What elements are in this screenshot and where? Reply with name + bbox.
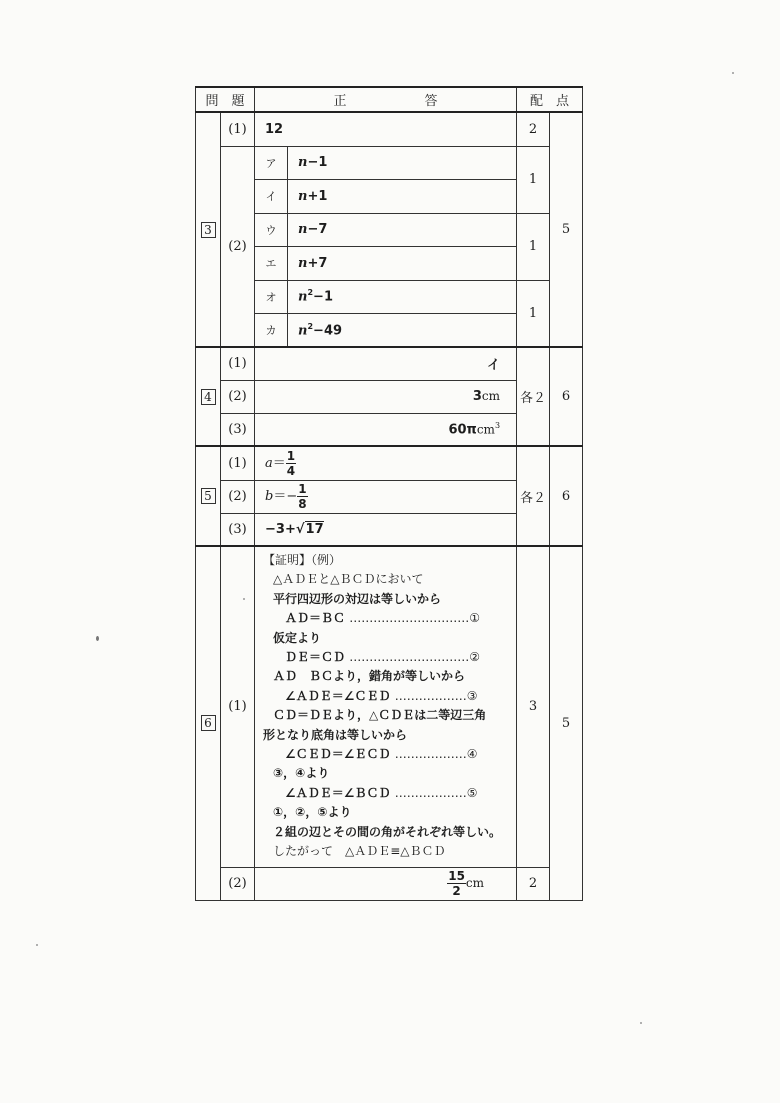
q5-p1-answer: a＝ $\frac{1}{4}$ <box>255 446 517 480</box>
q4-p1-answer: イ <box>255 347 517 380</box>
scan-speck <box>732 72 734 74</box>
q5-p1-fraction: $\frac{1}{4}$ <box>286 448 296 478</box>
proof-line-1: △ＡＤＥと△ＢＣＤにおいて <box>273 572 424 587</box>
q4-row-1 <box>196 347 583 380</box>
q3-row-a <box>196 146 583 179</box>
proof-line-9: 形となり底角は等しいから <box>263 727 408 742</box>
proof-line-12: ∠ＡＤＥ＝∠ＢＣＤ ………………⑤ <box>285 785 478 800</box>
proof-line-8: ＣＤ＝ＤＥより，△ＣＤＥは二等辺三角 <box>273 708 487 723</box>
proof-line-2: 平行四辺形の対辺は等しいから <box>273 591 442 606</box>
proof-line-14: ２組の辺とその間の角がそれぞれ等しい。 <box>273 824 502 839</box>
q4-score: 各２ <box>517 347 550 446</box>
q3-p2-label: (2) <box>221 146 255 347</box>
proof-line-10: ∠ＣＥＤ＝∠ＥＣＤ ………………④ <box>285 747 478 762</box>
proof-line-15: したがって △ＡＤＥ≡△ＢＣＤ <box>273 844 446 859</box>
proof-line-7: ∠ＡＤＥ＝∠ＣＥＤ ………………③ <box>285 688 478 703</box>
q5-p2-fraction: $\frac{1}{8}$ <box>298 482 307 511</box>
proof-line-11: ③，④より <box>273 766 330 781</box>
q5-score: 各２ <box>517 446 550 546</box>
answer-table <box>195 86 583 901</box>
answer-sheet <box>195 86 582 899</box>
scan-speck <box>640 1022 642 1024</box>
q5-p1-label: (1) <box>221 446 255 480</box>
q5-p3-label: (3) <box>221 513 255 546</box>
q3-kana-e: エ <box>255 246 288 280</box>
q3-p1-score: 2 <box>517 112 550 146</box>
q6-p2-fraction: $\frac{15}{2}$ <box>448 869 465 898</box>
q3-kana-i: イ <box>255 179 288 213</box>
q5-number: 5 <box>201 488 216 504</box>
q6-p2-score: 2 <box>517 867 550 900</box>
proof-line-5: ＤＥ＝ＣＤ …………………………② <box>285 650 480 665</box>
q4-number: 4 <box>201 389 216 405</box>
q3-answer-i: n+1 <box>288 179 517 213</box>
proof-line-4: 仮定より <box>273 630 322 645</box>
q4-p3-answer: 60πcm$^3$ <box>255 413 517 446</box>
q3-answer-e: n+7 <box>288 246 517 280</box>
scan-speck <box>243 598 245 600</box>
q5-total: 6 <box>550 446 583 546</box>
q4-p2-label: (2) <box>221 380 255 413</box>
proof-title: 【証明】（例） <box>263 553 342 567</box>
proof-line-6: ＡＤ ＢＣより，錯角が等しいから <box>273 669 466 684</box>
q3-number: 3 <box>201 222 216 238</box>
q3-kana-u: ウ <box>255 213 288 246</box>
q4-total: 6 <box>550 347 583 446</box>
q4-number-cell <box>196 347 221 446</box>
q6-number: 6 <box>201 715 216 731</box>
q6-row-2 <box>196 867 583 900</box>
q6-total: 5 <box>550 546 583 900</box>
scan-speck <box>96 636 99 641</box>
header-row <box>196 87 583 112</box>
q3-kana-ka: カ <box>255 313 288 347</box>
q3-score-1: 1 <box>517 146 550 213</box>
q3-kana-a: ア <box>255 146 288 179</box>
header-mondai: 問 題 <box>196 87 255 112</box>
q3-p1-answer: 12 <box>255 112 517 146</box>
scan-speck <box>36 944 38 946</box>
q5-p2-answer: b＝− $\frac{1}{8}$ <box>255 480 517 513</box>
q3-kana-o: オ <box>255 280 288 313</box>
q6-p1-score: 3 <box>517 546 550 867</box>
proof-line-3: ＡＤ＝ＢＣ …………………………① <box>285 611 480 626</box>
header-seitou: 正 答 <box>255 87 517 112</box>
q6-p2-label: (2) <box>221 867 255 900</box>
q6-p1-label: (1) <box>221 546 255 867</box>
q3-row-1 <box>196 112 583 146</box>
q3-row-u <box>196 213 583 246</box>
q5-number-cell <box>196 446 221 546</box>
q3-answer-ka: $n^2-49$ <box>288 313 517 347</box>
q5-p2-label: (2) <box>221 480 255 513</box>
q5-row-1 <box>196 446 583 480</box>
q3-p1-label: (1) <box>221 112 255 146</box>
header-haiten: 配 点 <box>517 87 583 112</box>
q6-row-1 <box>196 546 583 867</box>
q3-answer-u: n−7 <box>288 213 517 246</box>
q3-answer-a: n−1 <box>288 146 517 179</box>
q3-total: 5 <box>550 112 583 347</box>
q3-number-cell <box>196 112 221 347</box>
q3-answer-o: $n^2-1$ <box>288 280 517 313</box>
q6-number-cell <box>196 546 221 900</box>
q6-p2-answer: $\frac{15}{2}$ cm <box>255 867 517 900</box>
q5-p3-answer: −3+√17 <box>255 513 517 546</box>
q4-p3-label: (3) <box>221 413 255 446</box>
q3-score-3: 1 <box>517 280 550 347</box>
q4-p1-label: (1) <box>221 347 255 380</box>
proof-line-13: ①，②，⑤より <box>273 805 352 820</box>
q6-proof <box>255 546 517 867</box>
q4-p2-answer: 3cm <box>255 380 517 413</box>
q3-row-o <box>196 280 583 313</box>
q3-score-2: 1 <box>517 213 550 280</box>
